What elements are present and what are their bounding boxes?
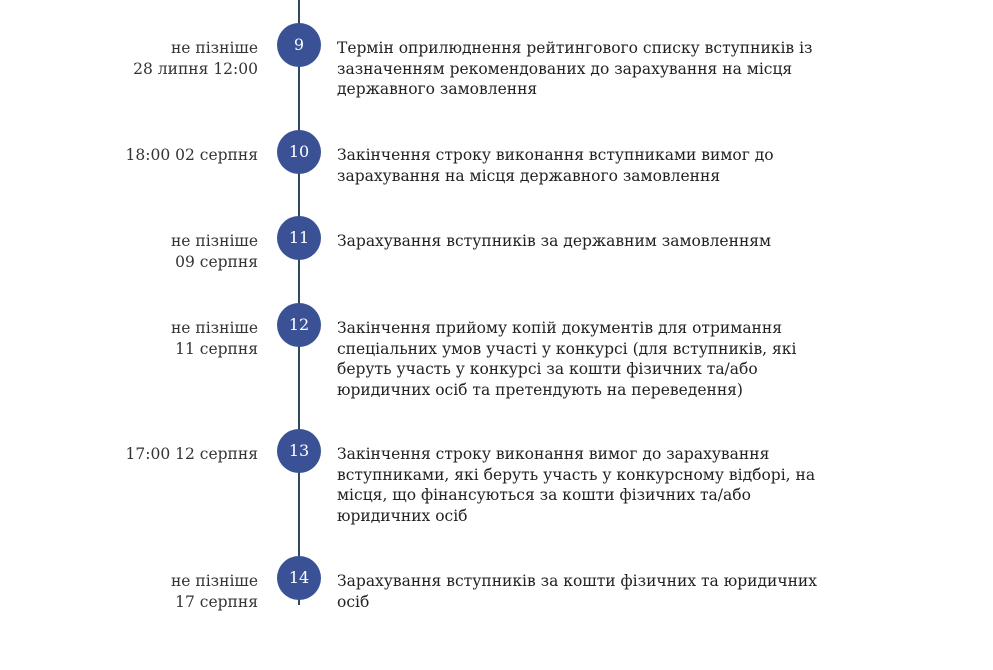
description-line: зарахування на місця державного замовлення	[337, 166, 721, 185]
timeline-description	[337, 38, 837, 100]
date-line: 17:00 12 серпня	[125, 445, 258, 463]
description-line: Закінчення прийому копій документів для отримання	[337, 319, 782, 337]
description-line: юридичних осіб та претендують на переведення)	[337, 380, 743, 399]
date-line: 18:00 02 серпня	[125, 146, 258, 164]
step-number-badge: 9	[277, 23, 321, 67]
timeline-description	[337, 571, 837, 612]
step-number-badge: 13	[277, 429, 321, 473]
description-line: Закінчення строку виконання вступниками вимог до	[337, 146, 774, 164]
date-line: не пізніше	[170, 39, 258, 57]
timeline-date	[58, 145, 258, 166]
description-line: державного замовлення	[337, 80, 538, 98]
description-line: місця, що фінансуються за кошти фізичних та/або	[337, 486, 751, 504]
date-line: не пізніше	[170, 232, 258, 250]
description-line: Зарахування вступників за державним замовленням	[337, 232, 772, 250]
description-line: беруть участь у конкурсі за кошти фізичних та/або	[337, 360, 758, 378]
timeline-date	[58, 318, 258, 359]
timeline-date	[58, 571, 258, 612]
description-line: Термін оприлюднення рейтингового списку вступників із	[337, 39, 813, 57]
date-line: 09 серпня	[175, 252, 258, 271]
date-line: не пізніше	[170, 319, 258, 337]
date-line: 28 липня 12:00	[133, 59, 258, 78]
timeline-description	[337, 318, 837, 400]
description-line: вступниками, які беруть участь у конкурсному відборі, на	[337, 465, 816, 484]
description-line: юридичних осіб	[337, 506, 468, 525]
step-number-badge: 12	[277, 303, 321, 347]
timeline-date	[58, 38, 258, 79]
description-line: Закінчення строку виконання вимог до зарахування	[337, 445, 770, 463]
timeline-description	[337, 145, 837, 186]
date-line: не пізніше	[170, 572, 258, 590]
timeline-description	[337, 444, 837, 526]
timeline-description	[337, 231, 837, 252]
step-number-badge: 11	[277, 216, 321, 260]
step-number-badge: 10	[277, 130, 321, 174]
date-line: 11 серпня	[175, 339, 258, 358]
description-line: зазначенням рекомендованих до зарахування на місця	[337, 59, 793, 78]
step-number-badge: 14	[277, 556, 321, 600]
timeline-date	[58, 231, 258, 272]
description-line: осіб	[337, 592, 370, 611]
description-line: Зарахування вступників за кошти фізичних та юридичних	[337, 572, 818, 590]
date-line: 17 серпня	[175, 592, 258, 611]
timeline-date	[58, 444, 258, 465]
description-line: спеціальних умов участі у конкурсі (для вступників, які	[337, 339, 797, 358]
